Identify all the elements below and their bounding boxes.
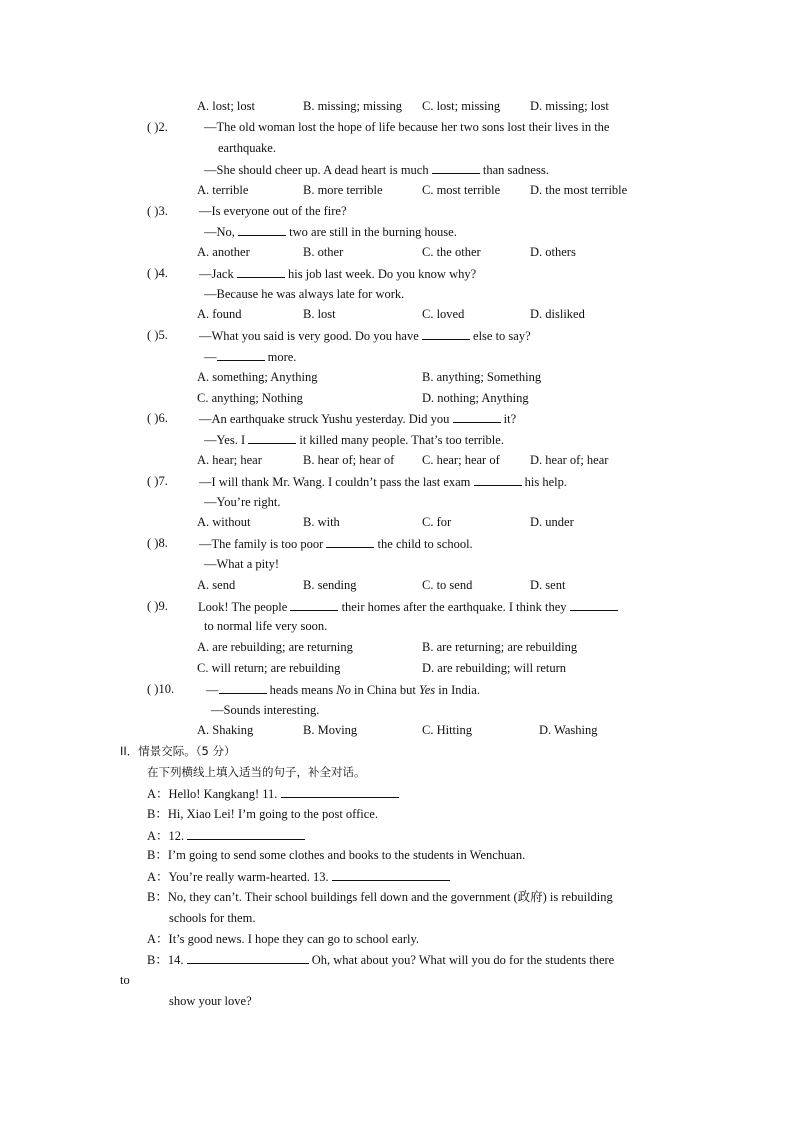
q7-blank [474,473,522,486]
dialog-line-14 [147,951,614,968]
q8-option-a: A. send [197,578,236,592]
q10-blank [219,681,267,694]
q3-option-c: C. the other [422,245,481,259]
q5-line2-start: — [204,350,217,364]
q9-blank-2 [570,598,618,611]
dialog-line-a4: A：It’s good news. I hope they can go to school early. [147,932,420,946]
q1-option-d: D. missing; lost [530,99,609,113]
q7-option-b: B. with [303,515,340,529]
dialog-line-13-text: A：You’re really warm-hearted. 13. [147,870,329,884]
q9-option-b: B. are returning; are rebuilding [422,640,578,654]
q5-option-c: C. anything; Nothing [197,391,303,405]
q3-line2-end: two are still in the burning house. [289,225,457,239]
q7-number: ( )7. [147,474,168,488]
q10-line1-mid2: in China but [354,683,416,697]
q5-line1-start: —What you said is very good. Do you have [199,329,419,343]
q6-line2-start: —Yes. I [204,433,246,447]
q2-option-d: D. the most terrible [530,183,628,197]
q6-option-a: A. hear; hear [197,453,262,467]
q7-line2: —You’re right. [204,495,281,509]
q5-blank-1 [422,327,470,340]
blank-12 [187,827,305,840]
q9-option-a: A. are rebuilding; are returning [197,640,353,654]
blank-14 [187,951,309,964]
q3-line1: —Is everyone out of the fire? [199,204,347,218]
q5-line2-end: more. [267,350,297,364]
q8-option-d: D. sent [530,578,566,592]
q9-option-d: D. are rebuilding; will return [422,661,567,675]
section2-heading: II．情景交际。（5 分） [120,744,236,758]
q7-option-a: A. without [197,515,251,529]
q2-line3-start: —She should cheer up. A dead heart is much [204,163,429,177]
q4-line1-start: —Jack [199,267,234,281]
q5-line2 [204,348,296,365]
q9-line1-start: Look! The people [198,600,288,614]
dialog-line-14-cont: show your love? [169,994,252,1008]
q5-line1-end: else to say? [473,329,531,343]
q8-blank [326,535,374,548]
q3-number: ( )3. [147,204,168,218]
q10-line1-end: in India. [438,683,480,697]
q8-option-b: B. sending [303,578,357,592]
dialog-line-11 [147,785,399,802]
q8-number: ( )8. [147,536,168,550]
q4-option-b: B. lost [303,307,336,321]
dialog-line-13 [147,868,450,885]
q4-line1-end: his job last week. Do you know why? [287,267,477,281]
q5-option-a: A. something; Anything [197,370,318,384]
dialog-line-11-text: A：Hello! Kangkang! 11. [147,787,278,801]
q10-line1 [206,681,480,698]
q1-option-b: B. missing; missing [303,99,402,113]
q2-line2: earthquake. [218,141,276,155]
q5-line1 [199,327,531,344]
q10-word-no: No [336,683,351,697]
q8-line1-end: the child to school. [377,537,473,551]
q6-option-c: C. hear; hear of [422,453,500,467]
q7-option-d: D. under [530,515,574,529]
q2-line1: —The old woman lost the hope of life because her two sons lost their lives in the [204,120,610,134]
q5-blank-2 [217,348,265,361]
q4-number: ( )4. [147,266,168,280]
q2-line3 [204,161,549,178]
q2-number: ( )2. [147,120,168,134]
dialog-line-b2: B：I’m going to send some clothes and books to the students in Wenchuan. [147,848,526,862]
q3-line2-start: —No, [204,225,235,239]
q10-line1-mid: heads means [269,683,334,697]
q4-option-c: C. loved [422,307,465,321]
q3-line2 [204,223,457,240]
blank-11 [281,785,399,798]
q7-line1 [199,473,567,490]
q9-option-c: C. will return; are rebuilding [197,661,341,675]
q8-line1-start: —The family is too poor [199,537,324,551]
q6-line1-end: it? [503,412,517,426]
q2-option-a: A. terrible [197,183,249,197]
q5-number: ( )5. [147,328,168,342]
dialog-line-b3-cont: schools for them. [169,911,256,925]
q9-line2: to normal life very soon. [204,619,328,633]
dialog-line-b3: B：No, they can’t. Their school buildings fell down and the government (政府) is rebuilding [147,890,613,904]
q8-line1 [199,535,473,552]
q3-option-b: B. other [303,245,344,259]
q6-option-b: B. hear of; hear of [303,453,395,467]
q2-option-b: B. more terrible [303,183,383,197]
dialog-line-14-text: B：14. [147,953,184,967]
q3-option-a: A. another [197,245,250,259]
q3-blank [238,223,286,236]
q3-option-d: D. others [530,245,576,259]
q5-option-b: B. anything; Something [422,370,542,384]
q10-line2: —Sounds interesting. [211,703,320,717]
q10-number: ( )10. [147,682,175,696]
dialog-line-12-text: A：12. [147,829,185,843]
q1-option-a: A. lost; lost [197,99,255,113]
q6-number: ( )6. [147,411,168,425]
q5-option-d: D. nothing; Anything [422,391,529,405]
q4-option-a: A. found [197,307,242,321]
q2-blank [432,161,480,174]
q6-blank-1 [453,410,501,423]
q6-line1 [199,410,516,427]
q10-option-b: B. Moving [303,723,358,737]
q10-option-d: D. Washing [539,723,598,737]
q7-line1-end: his help. [524,475,568,489]
dialog-line-b1: B：Hi, Xiao Lei! I’m going to the post office. [147,807,378,821]
dialog-line-12 [147,827,305,844]
q4-blank [237,265,285,278]
q7-line1-start: —I will thank Mr. Wang. I couldn’t pass the last exam [199,475,471,489]
q2-option-c: C. most terrible [422,183,501,197]
q8-option-c: C. to send [422,578,473,592]
dialog-line-14-end: Oh, what about you? What will you do for the students there [311,953,615,967]
q10-option-c: C. Hitting [422,723,473,737]
q9-blank-1 [290,598,338,611]
q6-line1-start: —An earthquake struck Yushu yesterday. Did you [199,412,450,426]
q9-line1 [198,598,618,615]
q9-number: ( )9. [147,599,168,613]
q2-line3-end: than sadness. [482,163,549,177]
q4-option-d: D. disliked [530,307,585,321]
q6-line2-end: it killed many people. That’s too terrible. [299,433,504,447]
q10-word-yes: Yes [418,683,436,697]
q6-line2 [204,431,504,448]
q6-option-d: D. hear of; hear [530,453,609,467]
q9-line1-end: their homes after the earthquake. I think they [341,600,567,614]
blank-13 [332,868,450,881]
dialog-line-14-wrap: to [120,973,130,987]
q7-option-c: C. for [422,515,452,529]
q8-line2: —What a pity! [204,557,279,571]
q4-line2: —Because he was always late for work. [204,287,405,301]
q6-blank-2 [248,431,296,444]
q10-option-a: A. Shaking [197,723,254,737]
q4-line1 [199,265,476,282]
section2-instruction: 在下列横线上填入适当的句子，补全对话。 [147,765,366,779]
q10-line1-start: — [206,683,219,697]
q1-option-c: C. lost; missing [422,99,501,113]
